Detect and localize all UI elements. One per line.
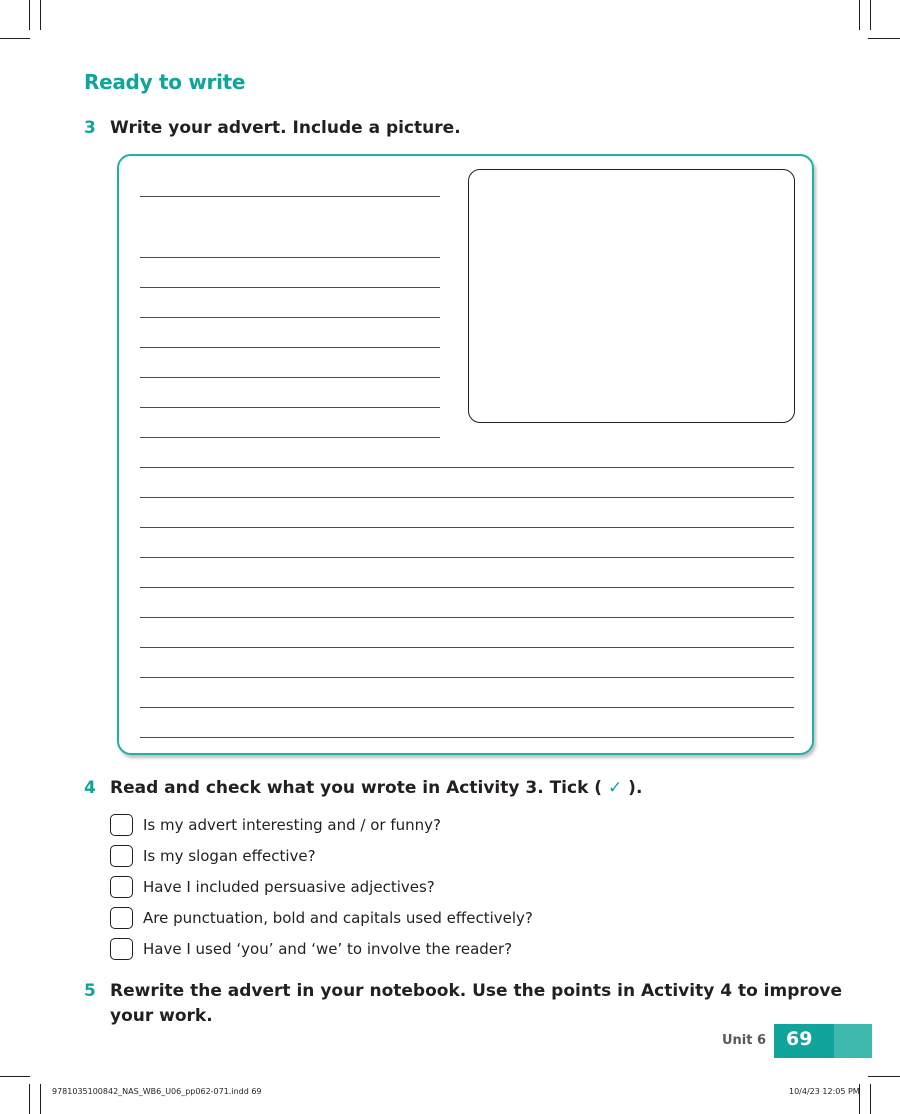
- activity-instruction: [110, 776, 642, 801]
- crop-mark: [29, 1084, 30, 1114]
- activity-3: [84, 116, 461, 141]
- writing-line: [140, 647, 794, 648]
- writing-line: [140, 437, 440, 438]
- checkbox[interactable]: [110, 814, 133, 836]
- page-number: 69: [774, 1024, 834, 1058]
- checklist-item-label: Is my slogan effective?: [143, 846, 316, 865]
- crop-mark: [40, 0, 41, 30]
- unit-label: Unit 6: [722, 1033, 767, 1048]
- writing-line: [140, 737, 794, 738]
- activity-5: [84, 979, 842, 1029]
- page-tab: [834, 1024, 872, 1058]
- activity-4: [84, 776, 642, 801]
- slug-file-info: 9781035100842_NAS_WB6_U06_pp062-071.indd 69: [52, 1087, 262, 1096]
- instruction-line-2: your work.: [110, 1006, 213, 1026]
- writing-line: [140, 557, 794, 558]
- activity-number: 4: [84, 778, 96, 798]
- instruction-text: Read and check what you wrote in Activity 3. Tick (: [110, 778, 603, 798]
- writing-line: [140, 527, 794, 528]
- checklist-item: [110, 871, 533, 902]
- checkbox[interactable]: [110, 876, 133, 898]
- slug-datetime: 10/4/23 12:05 PM: [789, 1087, 860, 1096]
- crop-mark: [0, 38, 30, 39]
- checkbox[interactable]: [110, 845, 133, 867]
- checklist-item: [110, 933, 533, 964]
- writing-line: [140, 497, 794, 498]
- tick-icon: ✓: [608, 778, 623, 798]
- checklist-item: [110, 809, 533, 840]
- activity-number: 3: [84, 118, 96, 138]
- writing-line: [140, 677, 794, 678]
- instruction-line-1: Rewrite the advert in your notebook. Use the points in Activity 4 to improve: [110, 981, 843, 1001]
- writing-line: [140, 377, 440, 378]
- crop-mark: [859, 0, 860, 30]
- checklist-item-label: Have I used ‘you’ and ‘we’ to involve the reader?: [143, 939, 513, 958]
- checklist-item-label: Are punctuation, bold and capitals used effectively?: [143, 908, 533, 927]
- crop-mark: [870, 1084, 871, 1114]
- writing-line: [140, 707, 794, 708]
- crop-mark: [40, 1084, 41, 1114]
- checklist-item-label: Is my advert interesting and / or funny?: [143, 815, 441, 834]
- writing-line: [140, 257, 440, 258]
- writing-line: [140, 467, 794, 468]
- crop-mark: [868, 38, 900, 39]
- crop-mark: [870, 0, 871, 30]
- writing-line: [140, 407, 440, 408]
- writing-line: [140, 287, 440, 288]
- checkbox[interactable]: [110, 907, 133, 929]
- writing-line: [140, 587, 794, 588]
- writing-line: [140, 317, 440, 318]
- checklist-item-label: Have I included persuasive adjectives?: [143, 877, 435, 896]
- checklist: [110, 809, 533, 964]
- checklist-item: [110, 840, 533, 871]
- crop-mark: [29, 0, 30, 30]
- section-heading: Ready to write: [84, 70, 246, 94]
- checkbox[interactable]: [110, 938, 133, 960]
- crop-mark: [868, 1076, 900, 1077]
- crop-mark: [0, 1076, 30, 1077]
- picture-box[interactable]: [468, 169, 795, 423]
- writing-line: [140, 617, 794, 618]
- checklist-item: [110, 902, 533, 933]
- activity-number: 5: [84, 981, 96, 1001]
- instruction-text-end: ).: [628, 778, 643, 798]
- activity-instruction: [110, 979, 842, 1029]
- activity-instruction: Write your advert. Include a picture.: [110, 118, 461, 138]
- writing-line: [140, 196, 440, 197]
- writing-line: [140, 347, 440, 348]
